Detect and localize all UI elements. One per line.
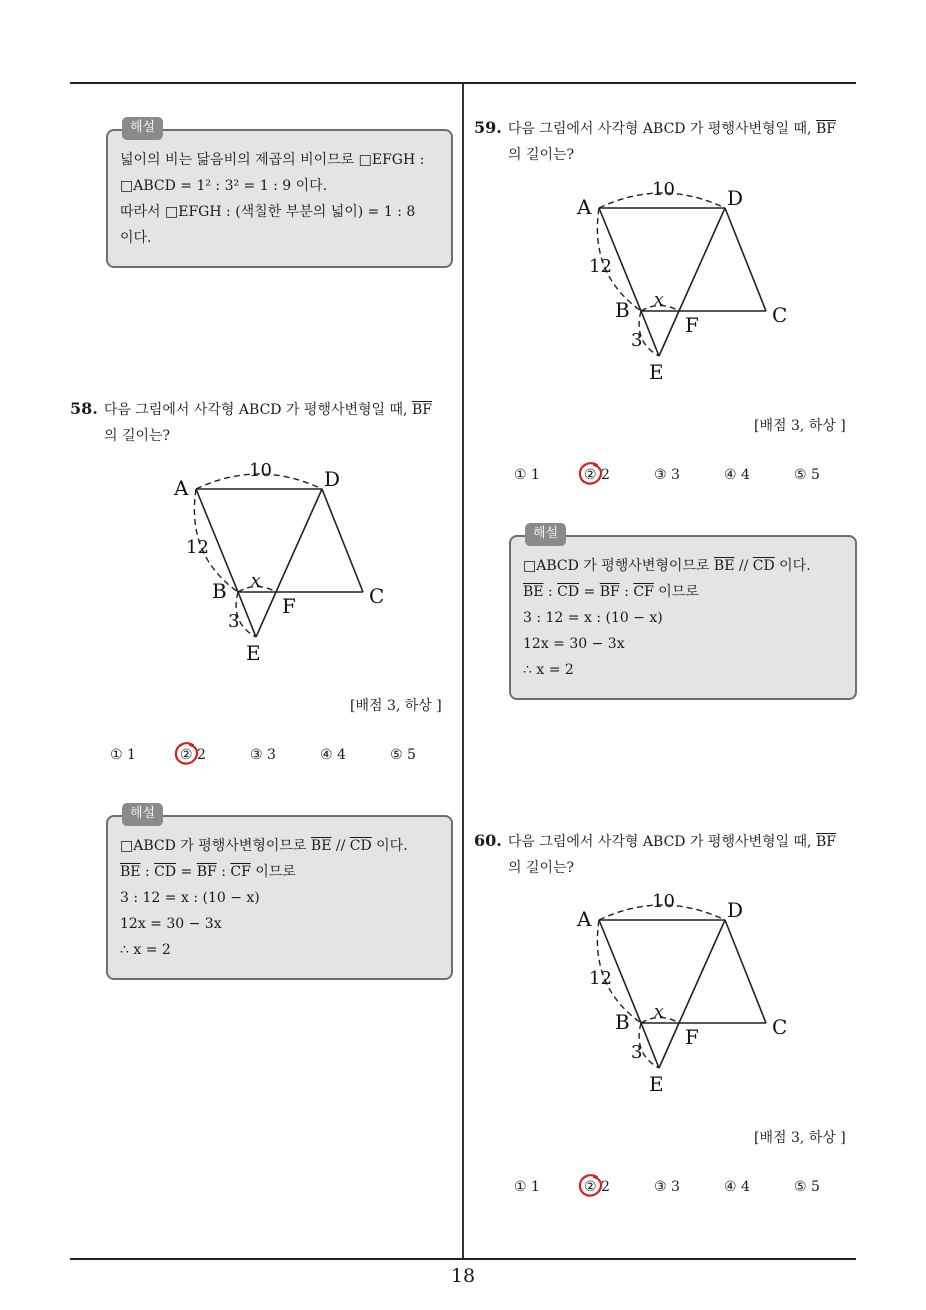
choice-mark: ② xyxy=(584,1179,597,1195)
solution-line: $\overline{BE}$ : $\overline{CD} = \overline{BF}$ : $\overline{CF}$ 이므로 xyxy=(523,584,699,600)
choice-value: 4 xyxy=(741,1179,750,1195)
unknown-x-label: x xyxy=(251,571,261,591)
choice-5[interactable] xyxy=(390,747,416,763)
choice-mark: ② xyxy=(180,747,193,763)
segment-bf: $\overline{BF}$ xyxy=(815,121,836,137)
column-divider xyxy=(462,84,464,1258)
choice-value: 4 xyxy=(741,467,750,483)
length-ad-label: 10 xyxy=(652,179,675,200)
choice-5[interactable] xyxy=(794,1179,820,1195)
points-label: [배점 3, 하상 ] xyxy=(754,1130,846,1146)
label-e: E xyxy=(649,1072,664,1096)
choice-value: 2 xyxy=(197,747,206,763)
choice-mark: ④ xyxy=(724,1179,737,1195)
side-dc xyxy=(725,920,766,1023)
segment-df xyxy=(276,489,322,592)
segment-fe xyxy=(256,592,276,637)
length-be-label: 3 xyxy=(631,1042,643,1063)
label-e: E xyxy=(649,360,664,384)
length-ad-label: 10 xyxy=(652,891,675,912)
choice-3[interactable] xyxy=(654,1179,680,1195)
segment-bf: $\overline{BF}$ xyxy=(411,402,432,418)
choice-mark: ③ xyxy=(250,747,263,763)
label-a: A xyxy=(174,476,189,500)
solution-line: 12x = 30 − 3x xyxy=(523,636,625,652)
length-ab-label: 12 xyxy=(186,537,209,558)
choice-4[interactable] xyxy=(724,1179,750,1195)
label-f: F xyxy=(685,313,699,337)
question-number: 59. xyxy=(474,118,502,137)
solution-box-58 xyxy=(106,806,453,980)
choice-value: 5 xyxy=(407,747,416,763)
question-text: 의 길이는? xyxy=(104,428,171,444)
segment-df xyxy=(679,208,725,311)
segment-fe xyxy=(659,311,679,356)
solution-line: □ABCD = 1² : 3² = 1 : 9 이다. xyxy=(120,178,328,194)
label-f: F xyxy=(685,1025,699,1049)
solution-tab: 해설 xyxy=(122,803,163,826)
choice-value: 1 xyxy=(531,1179,540,1195)
solution-tab: 해설 xyxy=(122,117,163,140)
question-60 xyxy=(474,828,864,881)
segment-df xyxy=(679,920,725,1023)
choice-2[interactable] xyxy=(180,747,206,763)
choice-2[interactable] xyxy=(584,1179,610,1195)
solution-line: 3 : 12 = x : (10 − x) xyxy=(523,610,663,626)
segment-bf: $\overline{BF}$ xyxy=(815,834,836,850)
solution-line: □ABCD 가 평행사변형이므로 $\overline{BE} // \overline{CD}$ 이다. xyxy=(120,838,408,854)
choice-mark: ③ xyxy=(654,467,667,483)
choice-3[interactable] xyxy=(250,747,276,763)
label-c: C xyxy=(369,584,385,608)
points-label: [배점 3, 하상 ] xyxy=(350,698,442,714)
label-d: D xyxy=(727,186,744,210)
choice-5[interactable] xyxy=(794,467,820,483)
parallelogram-figure-59 xyxy=(553,174,813,389)
parallelogram-figure-60 xyxy=(553,886,813,1101)
solution-line: 3 : 12 = x : (10 − x) xyxy=(120,890,260,906)
choices-59 xyxy=(514,467,854,491)
bottom-rule xyxy=(70,1258,856,1260)
choice-value: 1 xyxy=(531,467,540,483)
choice-mark: ① xyxy=(514,467,527,483)
length-ad-label: 10 xyxy=(249,460,272,481)
side-dc xyxy=(725,208,766,311)
answer-circle-icon xyxy=(577,461,603,487)
label-b: B xyxy=(615,1010,630,1034)
choice-value: 1 xyxy=(127,747,136,763)
choice-1[interactable] xyxy=(514,1179,540,1195)
question-number: 58. xyxy=(70,399,98,418)
question-59 xyxy=(474,115,864,168)
length-ab-label: 12 xyxy=(589,968,612,989)
question-text: 의 길이는? xyxy=(508,147,575,163)
choice-mark: ③ xyxy=(654,1179,667,1195)
label-d: D xyxy=(324,467,341,491)
choice-value: 3 xyxy=(267,747,276,763)
figure-svg xyxy=(553,886,813,1101)
solution-box-59 xyxy=(509,526,857,700)
choice-value: 5 xyxy=(811,467,820,483)
question-text: 다음 그림에서 사각형 ABCD 가 평행사변형일 때, xyxy=(103,402,408,418)
solution-line: $\overline{BE}$ : $\overline{CD} = \overline{BF}$ : $\overline{CF}$ 이므로 xyxy=(120,864,296,880)
answer-circle-icon xyxy=(173,741,199,767)
label-e: E xyxy=(246,641,261,665)
figure-svg xyxy=(553,174,813,389)
label-f: F xyxy=(282,594,296,618)
question-58 xyxy=(70,396,460,449)
choices-60 xyxy=(514,1179,854,1203)
choice-mark: ⑤ xyxy=(794,1179,807,1195)
solution-line: 이다. xyxy=(120,230,152,246)
segment-fe xyxy=(659,1023,679,1068)
choice-mark: ④ xyxy=(724,467,737,483)
choice-value: 3 xyxy=(671,467,680,483)
label-a: A xyxy=(577,195,592,219)
question-text: 다음 그림에서 사각형 ABCD 가 평행사변형일 때, xyxy=(507,834,812,850)
solution-line: ∴ x = 2 xyxy=(120,942,171,958)
choice-2[interactable] xyxy=(584,467,610,483)
choice-value: 4 xyxy=(337,747,346,763)
question-text: 다음 그림에서 사각형 ABCD 가 평행사변형일 때, xyxy=(507,121,812,137)
choice-3[interactable] xyxy=(654,467,680,483)
unknown-x-label: x xyxy=(654,290,664,310)
choice-mark: ④ xyxy=(320,747,333,763)
choice-value: 2 xyxy=(601,467,610,483)
choice-mark: ⑤ xyxy=(390,747,403,763)
solution-line: ∴ x = 2 xyxy=(523,662,574,678)
label-b: B xyxy=(615,298,630,322)
solution-line: 따라서 □EFGH : (색칠한 부분의 넓이) = 1 : 8 xyxy=(120,204,416,220)
label-c: C xyxy=(772,303,788,327)
answer-circle-icon xyxy=(577,1173,603,1199)
figure-svg xyxy=(150,455,410,670)
choice-1[interactable] xyxy=(110,747,136,763)
solution-box-57 xyxy=(106,120,453,268)
parallelogram-figure-58 xyxy=(150,455,410,670)
question-text: 의 길이는? xyxy=(508,860,575,876)
choice-mark: ② xyxy=(584,467,597,483)
side-dc xyxy=(322,489,363,592)
label-d: D xyxy=(727,898,744,922)
solution-line: □ABCD 가 평행사변형이므로 $\overline{BE} // \overline{CD}$ 이다. xyxy=(523,558,811,574)
choice-mark: ① xyxy=(514,1179,527,1195)
choice-value: 2 xyxy=(601,1179,610,1195)
choices-58 xyxy=(110,747,450,771)
page-number: 18 xyxy=(450,1265,476,1287)
label-c: C xyxy=(772,1015,788,1039)
solution-line: 12x = 30 − 3x xyxy=(120,916,222,932)
choice-4[interactable] xyxy=(320,747,346,763)
choice-4[interactable] xyxy=(724,467,750,483)
label-a: A xyxy=(577,907,592,931)
choice-value: 5 xyxy=(811,1179,820,1195)
label-b: B xyxy=(212,579,227,603)
solution-line: 넓이의 비는 닮음비의 제곱의 비이므로 □EFGH : xyxy=(120,152,425,168)
choice-1[interactable] xyxy=(514,467,540,483)
length-be-label: 3 xyxy=(228,611,240,632)
length-ab-label: 12 xyxy=(589,256,612,277)
unknown-x-label: x xyxy=(654,1002,664,1022)
choice-mark: ⑤ xyxy=(794,467,807,483)
points-label: [배점 3, 하상 ] xyxy=(754,418,846,434)
choice-value: 3 xyxy=(671,1179,680,1195)
solution-tab: 해설 xyxy=(525,523,566,546)
length-be-label: 3 xyxy=(631,330,643,351)
question-number: 60. xyxy=(474,831,502,850)
choice-mark: ① xyxy=(110,747,123,763)
